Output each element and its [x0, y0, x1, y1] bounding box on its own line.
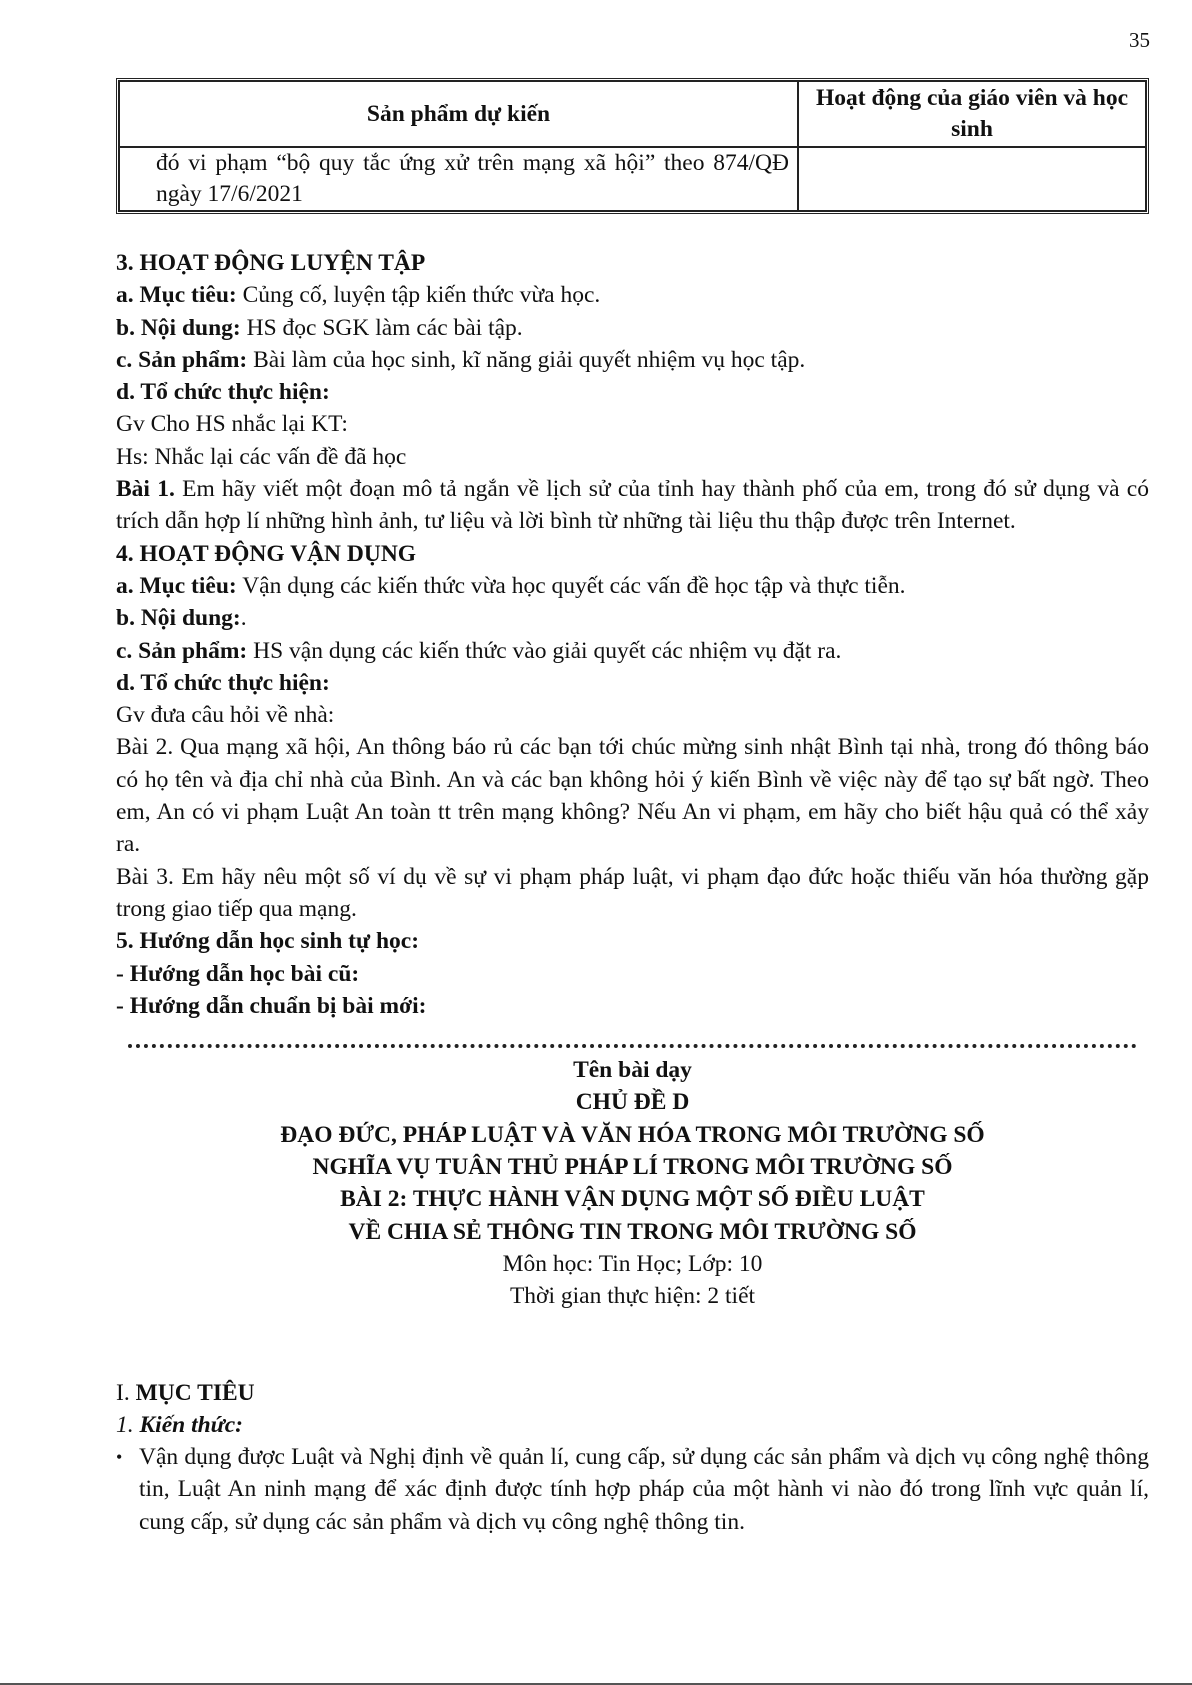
objectives-heading — [116, 1377, 1149, 1409]
lesson-name-label: Tên bài dạy — [573, 1057, 692, 1084]
section4-to-chuc: d. Tổ chức thực hiện: — [116, 669, 330, 696]
product-table-container — [116, 78, 1149, 214]
label: a. Mục tiêu: — [116, 282, 237, 309]
section3-bai1 — [116, 473, 1149, 538]
section3-noi-dung — [116, 312, 1149, 344]
document-body — [116, 247, 1149, 1538]
subheading-number: 1. — [116, 1411, 134, 1438]
label: a. Mục tiêu: — [116, 572, 237, 599]
label: b. Nội dung: — [116, 314, 241, 341]
label: c. Sản phẩm: — [116, 637, 248, 664]
subject-line: Môn học: Tin Học; Lớp: 10 — [502, 1250, 763, 1277]
text: Bài làm của học sinh, kĩ năng giải quyết nhiệm vụ học tập. — [247, 346, 806, 373]
text: Em hãy viết một đoạn mô tả ngắn về lịch sử của tỉnh hay thành phố của em, trong đó sử dụng và có trích dẫn hợp lí những hình ảnh, tư liệu và lời bình từ những tài liệu thu thập được trên Internet. — [116, 476, 1149, 535]
section4-muc-tieu — [116, 570, 1149, 602]
section3-san-pham — [116, 344, 1149, 376]
section5-item-new-lesson: - Hướng dẫn chuẩn bị bài mới: — [116, 992, 427, 1019]
knowledge-subheading — [116, 1409, 1149, 1441]
table-row — [119, 147, 1146, 211]
text: HS vận dụng các kiến thức vào giải quyết các nhiệm vụ đặt ra. — [247, 637, 842, 664]
section4-bai3: Bài 3. Em hãy nêu một số ví dụ về sự vi phạm pháp luật, vi phạm đạo đức hoặc thiếu văn hóa thường gặp trong giao tiếp qua mạng. — [116, 863, 1149, 922]
vertical-spacer — [116, 1313, 1149, 1377]
duration-line: Thời gian thực hiện: 2 tiết — [509, 1283, 756, 1310]
table-cell-product: đó vi phạm “bộ quy tắc ứng xử trên mạng xã hội” theo 874/QĐ ngày 17/6/2021 — [119, 147, 798, 211]
subheading-text: Kiến thức: — [133, 1411, 244, 1438]
section4-bai2: Bài 2. Qua mạng xã hội, An thông báo rủ các bạn tới chúc mừng sinh nhật Bình tại nhà, trong đó thông báo có họ tên và địa chỉ nhà của Bình. An và các bạn không hỏi ý kiến Bình về việc này để tạo sự bất ngờ. Theo em, An có vi phạm Luật An toàn tt trên mạng không? Nếu An vi phạm, em hãy cho biết hậu quả có thể xảy ra. — [116, 734, 1149, 858]
text: . — [240, 605, 247, 632]
list-item — [116, 1441, 1149, 1538]
section4-noi-dung — [116, 602, 1149, 634]
topic-subtitle: ĐẠO ĐỨC, PHÁP LUẬT VÀ VĂN HÓA TRONG MÔI TRƯỜNG SỐ — [280, 1121, 985, 1148]
heading-text: MỤC TIÊU — [129, 1379, 255, 1406]
heading-number: I. — [116, 1379, 130, 1406]
label: b. Nội dung: — [116, 605, 241, 632]
list-item-text: Vận dụng được Luật và Nghị định về quản lí, cung cấp, sử dụng các sản phẩm và dịch vụ công nghệ thông tin, Luật An ninh mạng để xác định được tính hợp pháp của một hành vi nào đó trong lĩnh vực quản lí, cung cấp, sử dụng các sản phẩm và dịch vụ công nghệ thông tin. — [139, 1444, 1149, 1535]
table-header-row — [119, 81, 1146, 147]
table-cell-activity — [798, 147, 1146, 211]
knowledge-list — [116, 1441, 1149, 1538]
lesson-title: BÀI 2: THỰC HÀNH VẬN DỤNG MỘT SỐ ĐIỀU LUẬT — [340, 1186, 925, 1213]
product-table — [116, 78, 1149, 214]
section3-to-chuc: d. Tổ chức thực hiện: — [116, 379, 330, 406]
section4-title: 4. HOẠT ĐỘNG VẬN DỤNG — [116, 540, 417, 567]
table-header-activity: Hoạt động của giáo viên và học sinh — [798, 81, 1146, 147]
section5-title: 5. Hướng dẫn học sinh tự học: — [116, 928, 420, 955]
section3-muc-tieu — [116, 279, 1149, 311]
dotted-separator — [128, 1016, 1137, 1048]
section4-gv: Gv đưa câu hỏi về nhà: — [116, 702, 335, 729]
label: c. Sản phẩm: — [116, 346, 248, 373]
obligation-title: NGHĨA VỤ TUÂN THỦ PHÁP LÍ TRONG MÔI TRƯỜNG SỐ — [312, 1154, 953, 1181]
section3-gv: Gv Cho HS nhắc lại KT: — [116, 411, 348, 438]
lesson-title-continued: VỀ CHIA SẺ THÔNG TIN TRONG MÔI TRƯỜNG SỐ — [348, 1218, 917, 1245]
bullet-icon: • — [116, 1447, 123, 1468]
section3-hs: Hs: Nhắc lại các vấn đề đã học — [116, 443, 407, 470]
label: Bài 1. — [116, 476, 175, 503]
text: Củng cố, luyện tập kiến thức vừa học. — [236, 282, 601, 309]
text: HS đọc SGK làm các bài tập. — [240, 314, 523, 341]
table-header-product: Sản phẩm dự kiến — [119, 81, 798, 147]
page-number: 35 — [1129, 28, 1150, 52]
section4-san-pham — [116, 635, 1149, 667]
topic-title: CHỦ ĐỀ D — [575, 1089, 690, 1116]
section5-item-old-lesson: - Hướng dẫn học bài cũ: — [116, 960, 360, 987]
text: Vận dụng các kiến thức vừa học quyết các vấn đề học tập và thực tiễn. — [236, 572, 906, 599]
section3-title: 3. HOẠT ĐỘNG LUYỆN TẬP — [116, 250, 426, 276]
